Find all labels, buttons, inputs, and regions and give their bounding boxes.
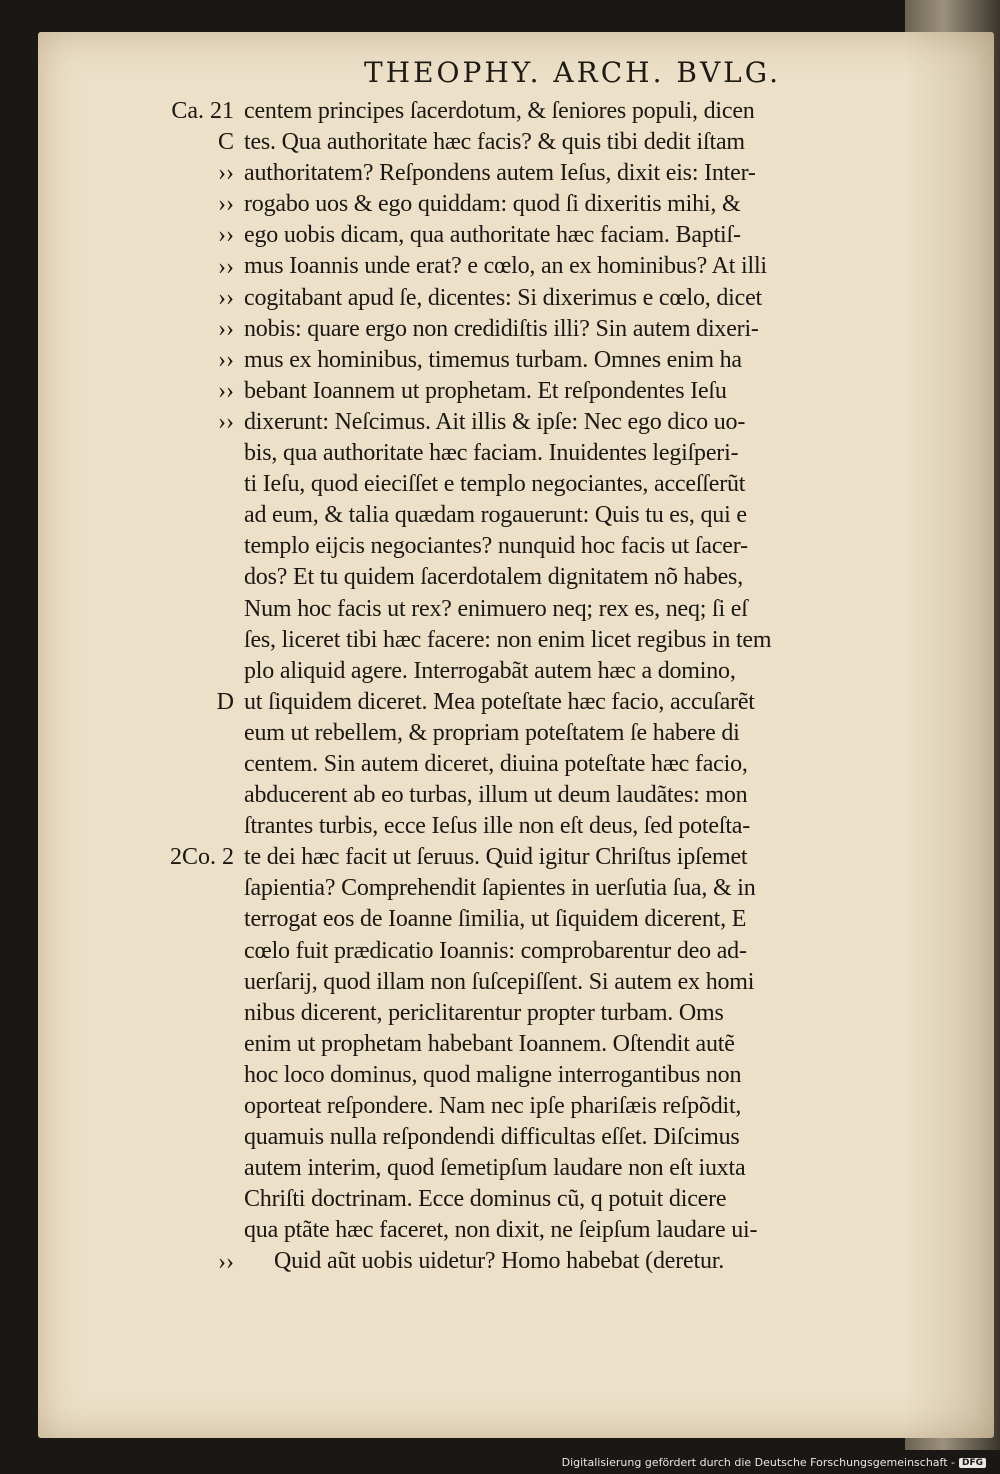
margin-note: ››: [218, 253, 234, 280]
text-line: ego uobis dicam, qua authoritate hæc faciam. Baptiſ-: [244, 222, 741, 249]
text-line: dos? Et tu quidem ſacerdotalem dignitatem nõ habes,: [244, 564, 743, 591]
margin-note: ››: [218, 1248, 234, 1275]
text-line: centem principes ſacerdotum, & ſeniores populi, dicen: [244, 98, 755, 124]
margin-note: ››: [218, 377, 234, 404]
text-line: mus ex hominibus, timemus turbam. Omnes enim ha: [244, 346, 742, 373]
text-line: enim ut prophetam habebant Ioannem. Oſtendit autẽ: [244, 1030, 735, 1057]
text-line: terrogat eos de Ioanne ſimilia, ut ſiquidem dicerent, E: [244, 906, 747, 933]
margin-note: ››: [218, 284, 234, 311]
text-line: authoritatem? Reſpondens autem Ieſus, dixit eis: Inter-: [244, 160, 756, 187]
text-line: nibus dicerent, periclitarentur propter turbam. Oms: [244, 999, 724, 1026]
funding-footer: [562, 1456, 986, 1469]
text-line: ad eum, & talia quædam rogauerunt: Quis tu es, qui e: [244, 502, 747, 529]
dfg-logo: DFG: [959, 1458, 986, 1468]
text-line: abducerent ab eo turbas, illum ut deum laudãtes: mon: [244, 782, 748, 809]
text-line: ut ſiquidem diceret. Mea poteſtate hæc facio, accuſarẽt: [244, 688, 755, 715]
margin-note: C: [217, 129, 234, 156]
text-line: Quid aũt uobis uidetur? Homo habebat (deretur.: [274, 1248, 725, 1275]
margin-note: ››: [218, 222, 234, 249]
margin-note: D: [216, 688, 234, 715]
text-line: eum ut rebellem, & propriam poteſtatem ſe habere di: [244, 719, 740, 746]
body-text: [244, 96, 920, 1278]
text-line: rogabo uos & ego quiddam: quod ſi dixeritis mihi, &: [244, 191, 741, 218]
margin-note: ››: [218, 315, 234, 342]
margin-note: ››: [218, 346, 234, 373]
text-line: mus Ioannis unde erat? e cœlo, an ex hominibus? At illi: [244, 253, 767, 280]
text-line: templo eijcis negociantes? nunquid hoc facis ut ſacer-: [244, 533, 748, 560]
text-line: cœlo fuit prædicatio Ioannis: comprobarentur deo ad-: [244, 937, 747, 964]
text-line: oporteat reſpondere. Nam nec ipſe phariſæis reſpõdit,: [244, 1093, 742, 1119]
text-line: cogitabant apud ſe, dicentes: Si dixerimus e cœlo, dicet: [244, 284, 762, 311]
text-line: te dei hæc facit ut ſeruus. Quid igitur Chriſtus ipſemet: [244, 844, 748, 871]
margin-note: 2Co. 2: [169, 844, 234, 871]
text-line: qua ptãte hæc faceret, non dixit, ne ſeipſum laudare ui-: [244, 1217, 758, 1244]
margin-note: Ca. 21: [171, 98, 234, 124]
footer-text: Digitalisierung gefördert durch die Deutsche Forschungsgemeinschaft -: [561, 1456, 955, 1469]
text-line: bis, qua authoritate hæc faciam. Inuidentes legiſperi-: [244, 440, 739, 467]
text-line: hoc loco dominus, quod maligne interrogantibus non: [244, 1061, 742, 1088]
running-head: THEOPHY. ARCH. BVLG.: [364, 56, 782, 89]
text-line: quamuis nulla reſpondendi difficultas eſſet. Diſcimus: [244, 1124, 740, 1151]
text-line: ſes, liceret tibi hæc facere: non enim licet regibus in tem: [244, 626, 772, 653]
text-line: ſapientia? Comprehendit ſapientes in uerſutia ſua, & in: [244, 875, 756, 902]
text-line: Chriſti doctrinam. Ecce dominus cũ, q potuit dicere: [244, 1186, 727, 1213]
text-line: dixerunt: Neſcimus. Ait illis & ipſe: Nec ego dico uo-: [244, 408, 746, 435]
margin-note: ››: [218, 191, 234, 218]
text-line: uerſarij, quod illam non ſuſcepiſſent. Si autem ex homi: [244, 968, 755, 995]
margin-note: ››: [218, 409, 234, 435]
text-line: ti Ieſu, quod eieciſſet e templo negociantes, acceſſerũt: [244, 471, 746, 498]
text-line: ſtrantes turbis, ecce Ieſus ille non eſt deus, ſed poteſta-: [244, 813, 751, 840]
text-line: tes. Qua authoritate hæc facis? & quis tibi dedit iſtam: [244, 129, 745, 156]
text-line: centem. Sin autem diceret, diuina poteſtate hæc facio,: [244, 750, 748, 777]
margin-note: ››: [218, 160, 234, 187]
text-line: nobis: quare ergo non credidiſtis illi? Sin autem dixeri-: [244, 315, 759, 342]
text-line: bebant Ioannem ut prophetam. Et reſpondentes Ieſu: [244, 377, 727, 404]
text-line: Num hoc facis ut rex? enimuero neq; rex es, neq; ſi eſ: [244, 595, 748, 622]
text-line: plo aliquid agere. Interrogabãt autem hæc a domino,: [244, 657, 736, 684]
text-line: autem interim, quod ſemetipſum laudare non eſt iuxta: [244, 1155, 746, 1182]
